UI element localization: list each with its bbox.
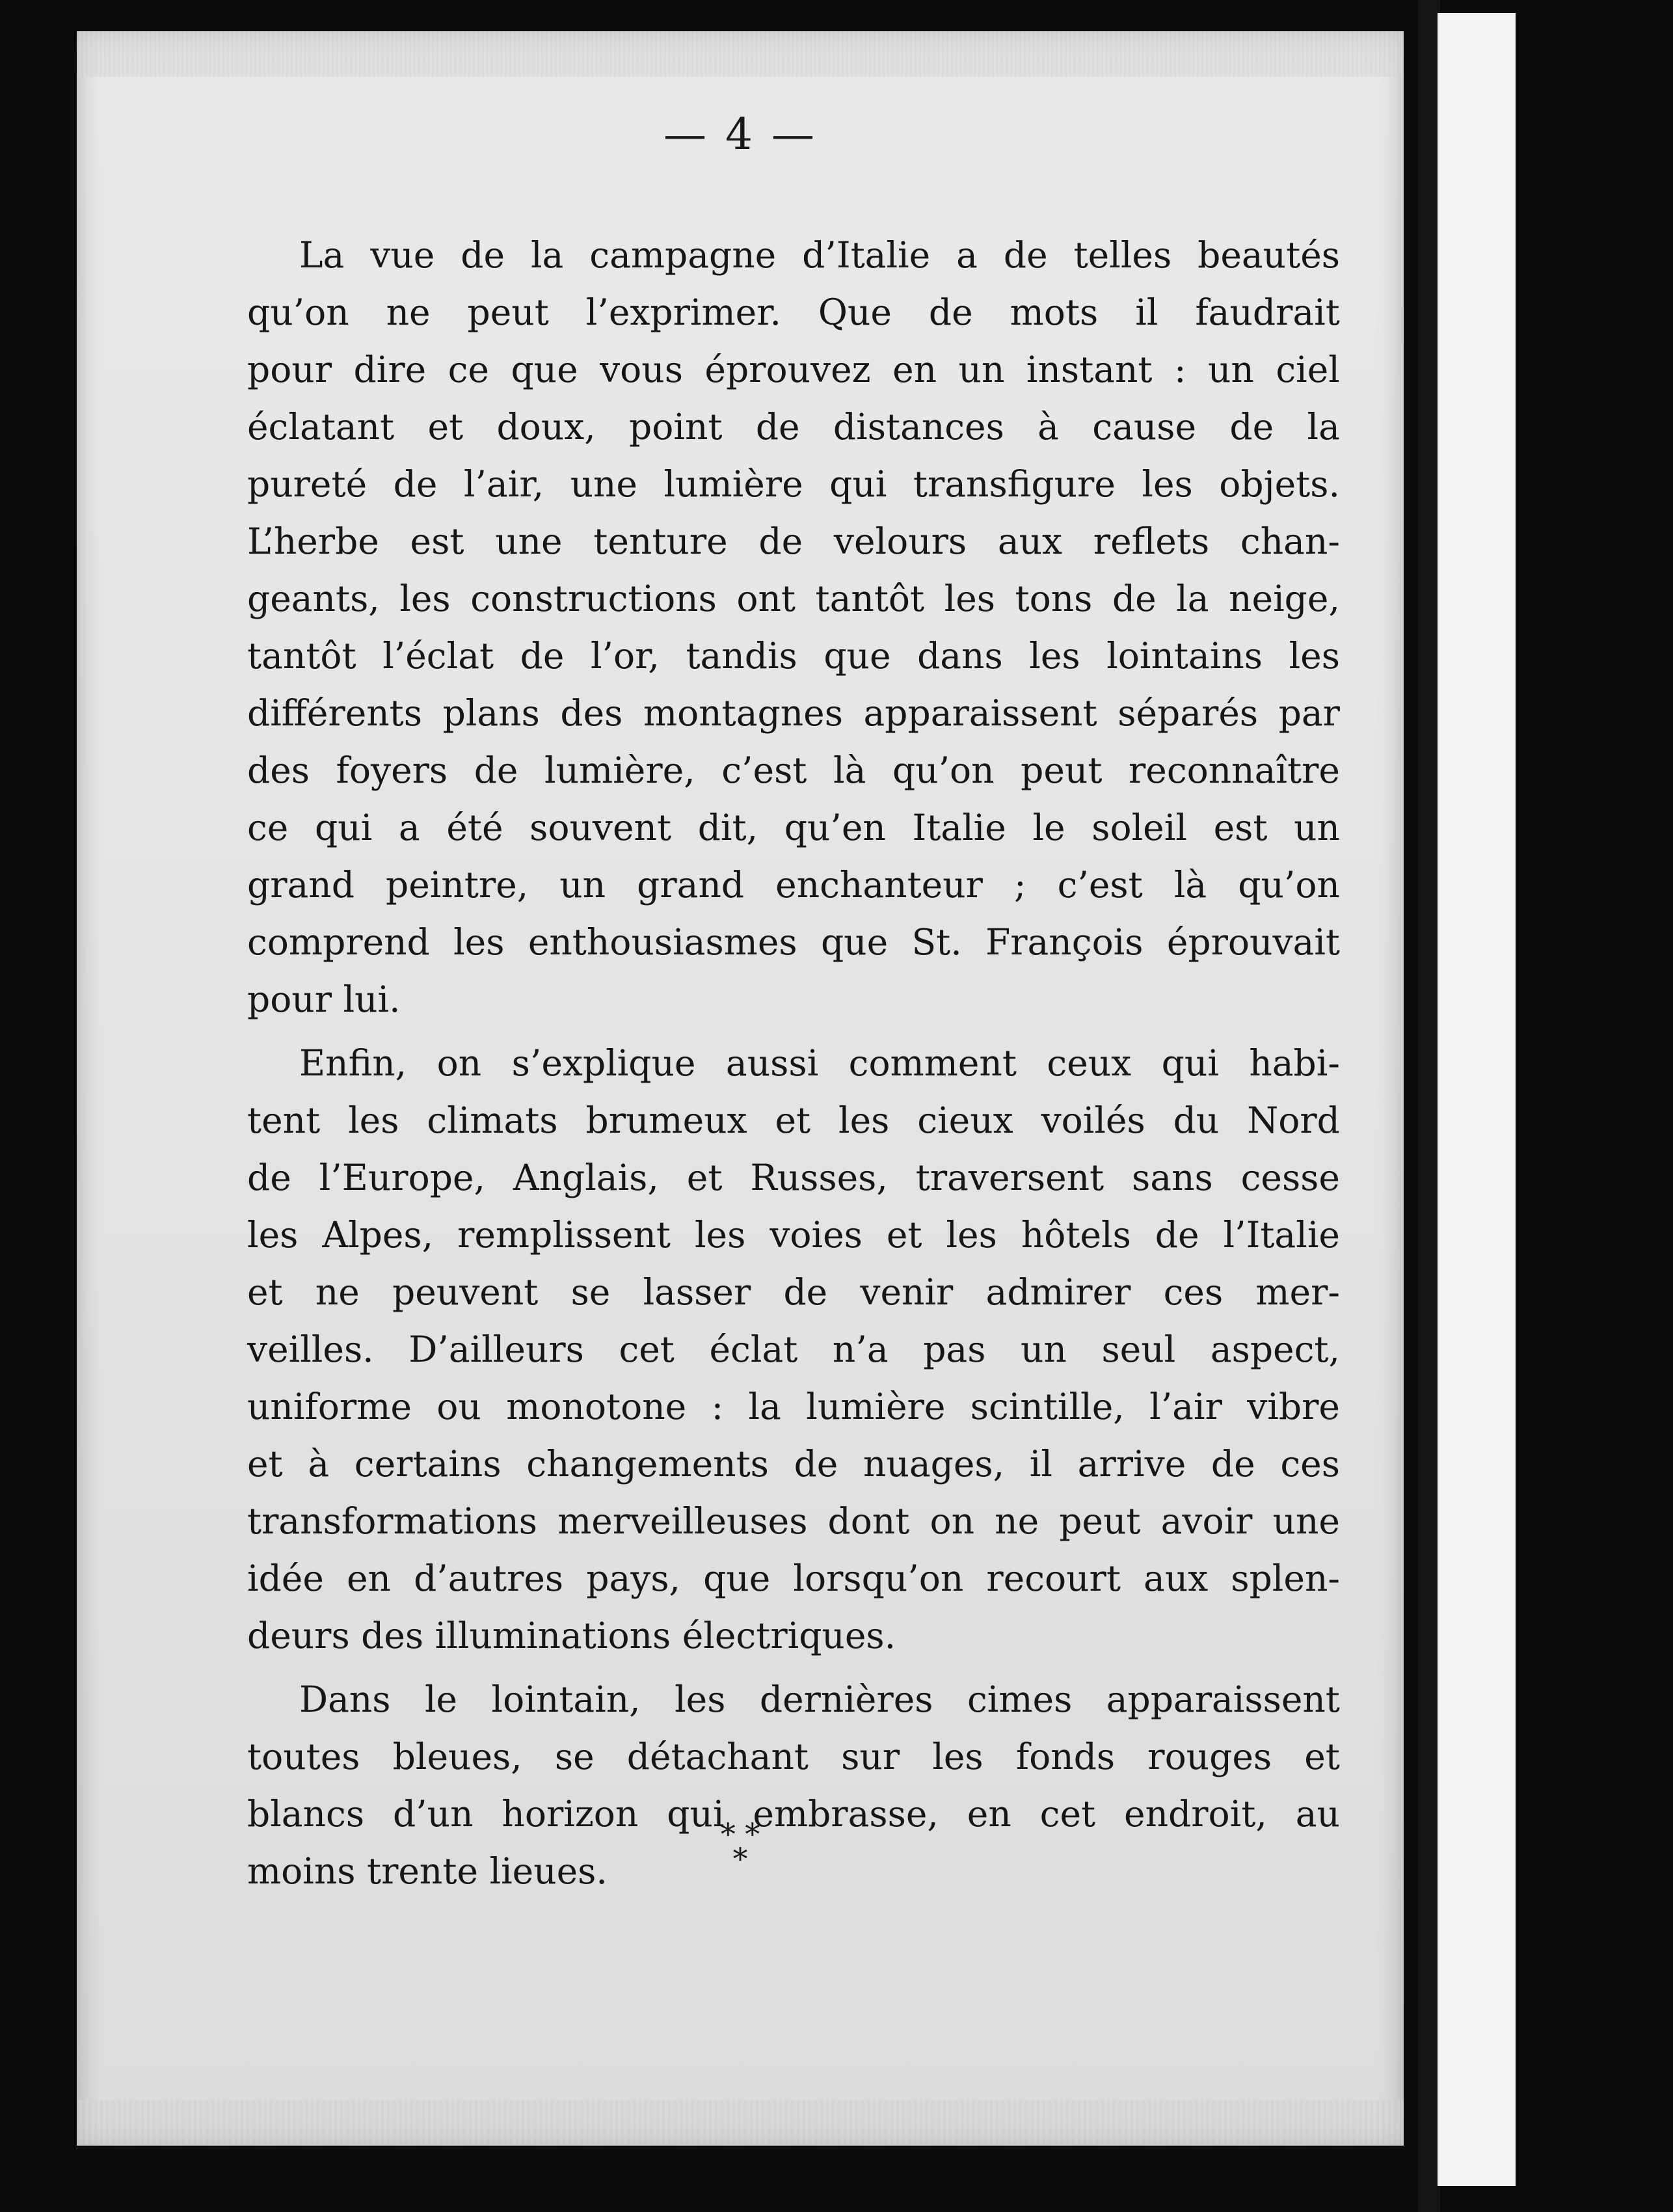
- text-line: deurs des illuminations électriques.: [247, 1615, 896, 1656]
- text-line: de l’Europe, Anglais, et Russes, traversent sans cesse: [247, 1157, 1340, 1198]
- text-line: toutes bleues, se détachant sur les fonds rouges et: [247, 1736, 1340, 1777]
- text-line: éclatant et doux, point de distances à cause de la: [247, 406, 1340, 448]
- text-line: pureté de l’air, une lumière qui transfigure les objets.: [247, 463, 1340, 505]
- text-line: veilles. D’ailleurs cet éclat n’a pas un seul aspect,: [247, 1329, 1340, 1370]
- text-line: des foyers de lumière, c’est là qu’on peut reconnaître: [247, 749, 1340, 791]
- asterism-top: * *: [720, 1816, 760, 1852]
- text-line: transformations merveilleuses dont on ne peut avoir une: [247, 1500, 1340, 1542]
- text-line: geants, les constructions ont tantôt les tons de la neige,: [247, 578, 1340, 619]
- paragraph: [247, 226, 1340, 1028]
- text-line: et ne peuvent se lasser de venir admirer ces mer-: [247, 1271, 1340, 1313]
- text-line: les Alpes, remplissent les voies et les hôtels de l’Italie: [247, 1214, 1340, 1256]
- text-line: pour lui.: [247, 978, 401, 1020]
- page-number: — 4 —: [663, 109, 817, 159]
- text-line: Enfin, on s’explique aussi comment ceux qui habi-: [299, 1042, 1340, 1084]
- text-line: La vue de la campagne d’Italie a de telles beautés: [299, 234, 1340, 276]
- text-line: idée en d’autres pays, que lorsqu’on recourt aux splen-: [247, 1558, 1340, 1599]
- text-line: et à certains changements de nuages, il arrive de ces: [247, 1443, 1340, 1485]
- text-line: L’herbe est une tenture de velours aux reflets chan-: [247, 520, 1340, 562]
- text-line: blancs d’un horizon qui embrasse, en cet endroit, au: [247, 1793, 1340, 1835]
- text-line: uniforme ou monotone : la lumière scintille, l’air vibre: [247, 1386, 1340, 1427]
- paragraph: [247, 1034, 1340, 1664]
- text-line: pour dire ce que vous éprouvez en un instant : un ciel: [247, 349, 1340, 390]
- text-line: grand peintre, un grand enchanteur ; c’est là qu’on: [247, 864, 1340, 906]
- text-line: comprend les enthousiasmes que St. François éprouvait: [247, 921, 1340, 963]
- text-line: tantôt l’éclat de l’or, tandis que dans les lointains les: [247, 635, 1340, 677]
- asterism-bottom: *: [732, 1841, 748, 1876]
- text-line: qu’on ne peut l’exprimer. Que de mots il faudrait: [247, 291, 1340, 333]
- adjacent-page-edge: [1438, 13, 1516, 2186]
- text-line: tent les climats brumeux et les cieux voilés du Nord: [247, 1099, 1340, 1141]
- book-page: [77, 31, 1404, 2146]
- asterism-ornament: [77, 1816, 1404, 1876]
- text-line: ce qui a été souvent dit, qu’en Italie le soleil est un: [247, 807, 1340, 848]
- text-line: différents plans des montagnes apparaissent séparés par: [247, 692, 1340, 734]
- text-line: moins trente lieues.: [247, 1850, 608, 1892]
- binding-shadow: [1418, 0, 1440, 2212]
- body-text: [247, 226, 1340, 1900]
- text-line: Dans le lointain, les dernières cimes apparaissent: [299, 1679, 1340, 1720]
